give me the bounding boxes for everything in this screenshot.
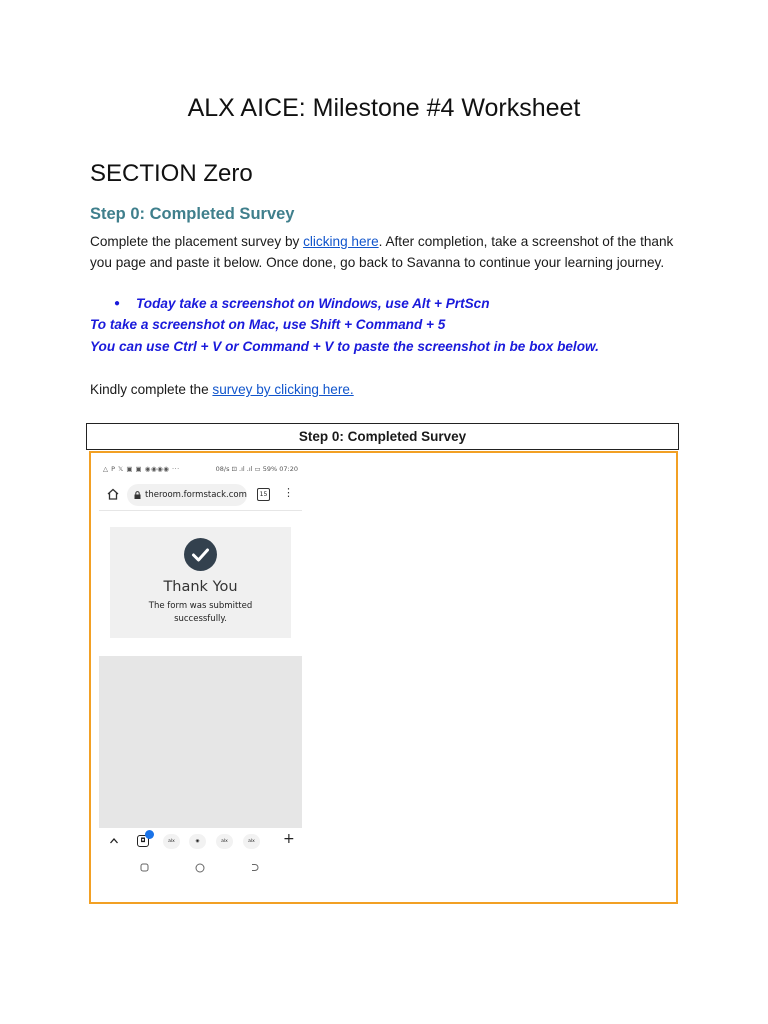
- lock-icon: [134, 491, 141, 499]
- step-heading: Step 0: Completed Survey: [90, 205, 295, 223]
- url-divider: [99, 510, 302, 511]
- instruction-bullets: [90, 293, 690, 314]
- table-header: Step 0: Completed Survey: [86, 423, 679, 450]
- clicking-here-link[interactable]: clicking here: [303, 234, 379, 249]
- home-icon: [106, 487, 120, 501]
- check-circle-icon: [184, 538, 217, 571]
- back-icon: [250, 863, 259, 872]
- thank-you-title: Thank You: [163, 579, 238, 595]
- close-icon: [145, 830, 154, 839]
- tab-pill: alx: [163, 834, 180, 849]
- survey-link[interactable]: survey by clicking here.: [212, 382, 354, 397]
- document-title: ALX AICE: Milestone #4 Worksheet: [187, 94, 581, 122]
- overflow-menu-icon: ⋮: [283, 486, 294, 499]
- blank-content-area: [99, 656, 302, 828]
- thank-you-message: The form was submitted successfully.: [148, 601, 253, 624]
- tab-pill: ◉: [189, 834, 206, 849]
- tab-pill: alx: [216, 834, 233, 849]
- recent-apps-icon: [140, 863, 149, 872]
- chevron-up-icon: [109, 836, 119, 846]
- tab-pill: alx: [243, 834, 260, 849]
- status-bar: [99, 463, 302, 477]
- plus-icon: +: [283, 831, 295, 847]
- survey-screenshot: [99, 460, 302, 880]
- tab-count-icon: 15: [257, 488, 270, 501]
- intro-paragraph: [90, 231, 690, 273]
- browser-url-row: [99, 482, 302, 508]
- url-bar: [127, 484, 247, 506]
- url-text: theroom.formstack.com: [145, 490, 247, 500]
- kindly-paragraph: [90, 379, 354, 400]
- note-paste: You can use Ctrl + V or Command + V to paste the screenshot in be box below.: [90, 339, 599, 354]
- android-nav-bar: [99, 858, 302, 880]
- browser-tab-bar: [99, 828, 302, 856]
- bullet-windows: ● Today take a screenshot on Windows, use Alt + PrtScn: [90, 293, 690, 314]
- thank-you-card: [110, 527, 291, 638]
- note-mac: To take a screenshot on Mac, use Shift + Command + 5: [90, 317, 446, 332]
- nav-home-icon: [195, 863, 205, 873]
- kindly-text: Kindly complete the: [90, 382, 213, 397]
- section-heading: SECTION Zero: [90, 160, 253, 187]
- status-icons: △ P 𝕏 ▣ ▣ ◉◉◉◉ ···: [103, 465, 180, 473]
- intro-text-before: Complete the placement survey by: [90, 234, 304, 249]
- status-info: 08/s ⊡ .ıl .ıl ▭ 59% 07:20: [215, 465, 298, 473]
- active-tab-icon: ◘: [137, 835, 149, 847]
- intro-text-after: . After completion, take a screenshot of the thank you page and paste it below. Once done, go back to Savanna to continue your learning journey.: [90, 234, 674, 270]
